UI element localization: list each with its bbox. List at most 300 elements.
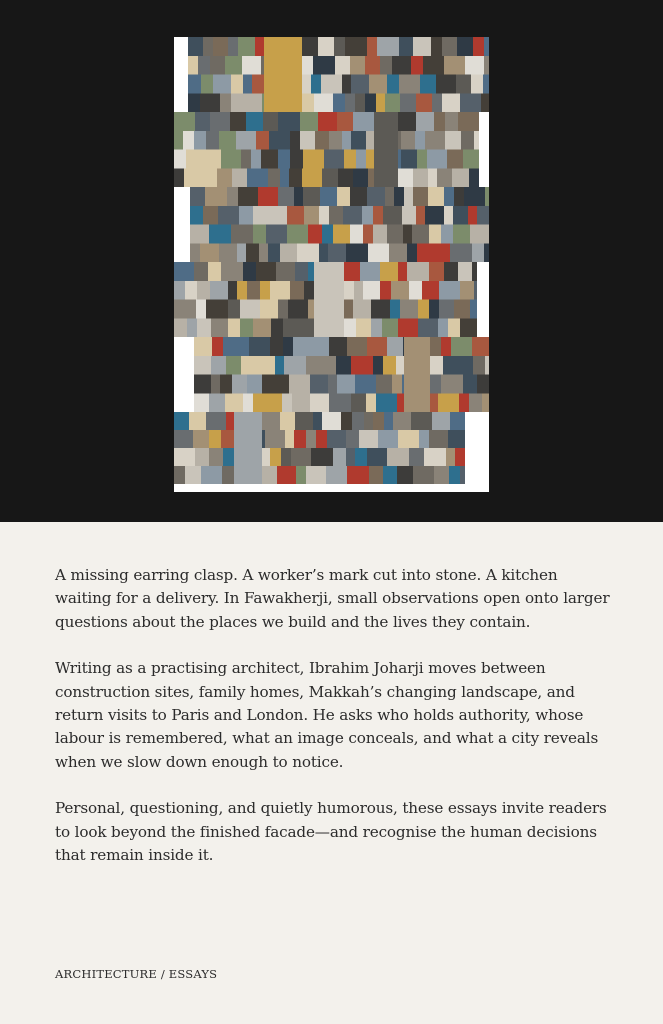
collage-photo-tile: [329, 131, 342, 150]
collage-photo-tile: [367, 448, 387, 466]
collage-photo-tile: [399, 75, 410, 94]
collage-photo-tile: [445, 112, 458, 131]
collage-photo-tile: [413, 168, 428, 187]
collage-photo-tile: [240, 318, 253, 337]
collage-photo-tile: [409, 281, 422, 300]
collage-photo-tile: [195, 448, 209, 466]
collage-photo-tile: [385, 93, 400, 112]
collage-photo-tile: [268, 243, 280, 262]
collage-photo-tile: [484, 243, 489, 262]
collage-photo-tile: [292, 393, 310, 412]
collage-photo-tile: [391, 281, 409, 300]
collage-photo-tile: [346, 448, 355, 466]
collage-photo-tile: [284, 356, 306, 375]
collage-photo-tile: [411, 412, 432, 430]
collage-photo-tile: [472, 243, 484, 262]
collage-photo-tile: [315, 131, 329, 150]
collage-photo-tile: [196, 300, 206, 319]
collage-photo-tile: [270, 448, 281, 466]
collage-photo-tile: [444, 187, 454, 206]
collage-photo-tile: [424, 448, 446, 466]
collage-photo-tile: [400, 300, 418, 319]
collage-photo-tile: [211, 375, 220, 394]
collage-photo-tile: [278, 187, 294, 206]
collage-photo-tile: [208, 262, 221, 281]
collage-photo-tile: [236, 131, 256, 150]
collage-photo-tile: [243, 75, 252, 94]
collage-photo-tile: [445, 131, 461, 150]
collage-photo-tile: [193, 430, 209, 448]
collage-photo-tile: [337, 112, 353, 131]
collage-photo-tile: [268, 206, 287, 225]
collage-photo-tile: [190, 206, 203, 225]
collage-photo-tile: [432, 412, 450, 430]
collage-photo-tile: [418, 300, 429, 319]
collage-photo-tile: [461, 131, 474, 150]
collage-photo-tile: [194, 375, 211, 394]
collage-photo-tile: [256, 262, 276, 281]
collage-photo-tile: [380, 262, 398, 281]
collage-photo-tile: [253, 393, 273, 412]
collage-photo-tile: [413, 187, 428, 206]
collage-photo-tile: [219, 131, 236, 150]
collage-photo-tile: [301, 93, 314, 112]
collage-photo-tile: [186, 150, 207, 169]
collage-photo-tile: [263, 112, 278, 131]
collage-photo-tile: [350, 225, 363, 244]
collage-photo-tile: [442, 37, 457, 56]
collage-photo-tile: [346, 243, 368, 262]
collage-photo-tile: [242, 56, 261, 75]
collage-photo-tile: [347, 337, 367, 356]
collage-photo-tile: [382, 318, 398, 337]
collage-photo-tile: [369, 466, 383, 484]
collage-photo-tile: [197, 281, 210, 300]
collage-photo-tile: [190, 243, 200, 262]
collage-photo-tile: [293, 337, 310, 356]
collage-photo-tile: [174, 448, 195, 466]
collage-photo-tile: [240, 300, 260, 319]
collage-photo-tile: [409, 448, 424, 466]
collage-photo-tile: [265, 430, 285, 448]
collage-photo-tile: [365, 93, 376, 112]
collage-photo-tile: [392, 56, 411, 75]
collage-photo-tile: [459, 393, 469, 412]
collage-photo-tile: [174, 300, 196, 319]
collage-photo-tile: [223, 337, 232, 356]
collage-photo-tile: [189, 412, 206, 430]
collage-photo-tile: [174, 150, 186, 169]
collage-photo-tile: [280, 168, 289, 187]
collage-photo-tile: [303, 187, 320, 206]
collage-photo-tile: [197, 318, 211, 337]
collage-photo-tile: [444, 206, 453, 225]
collage-photo-tile: [436, 75, 456, 94]
collage-photo-tile: [450, 243, 472, 262]
collage-photo-tile: [287, 206, 304, 225]
blurb-paragraph-3: Personal, questioning, and quietly humorous, these essays invite readers to look beyond the finished facade—and recognise the human decisions that remain inside it.: [55, 799, 607, 865]
collage-photo-tile: [353, 112, 374, 131]
collage-photo-tile: [455, 356, 473, 375]
collage-photo-tile: [328, 243, 346, 262]
collage-photo-tile: [277, 466, 296, 484]
collage-photo-tile: [188, 37, 203, 56]
collage-photo-tile: [264, 37, 302, 112]
collage-photo-tile: [221, 262, 243, 281]
collage-photo-tile: [371, 300, 390, 319]
collage-photo-tile: [288, 300, 308, 319]
collage-photo-tile: [268, 168, 280, 187]
collage-photo-tile: [398, 430, 419, 448]
collage-photo-tile: [243, 393, 253, 412]
collage-photo-tile: [458, 112, 479, 131]
collage-photo-tile: [217, 168, 232, 187]
collage-photo-tile: [434, 466, 449, 484]
collage-photo-tile: [220, 93, 231, 112]
collage-photo-tile: [271, 318, 283, 337]
collage-photo-tile: [437, 168, 452, 187]
collage-photo-tile: [458, 262, 472, 281]
collage-photo-tile: [428, 187, 444, 206]
collage-photo-tile: [429, 430, 448, 448]
collage-photo-tile: [270, 281, 290, 300]
collage-photo-tile: [413, 466, 434, 484]
collage-photo-tile: [441, 375, 463, 394]
collage-photo-tile: [174, 412, 189, 430]
collage-photo-tile: [231, 75, 243, 94]
collage-photo-tile: [289, 168, 302, 187]
collage-photo-tile: [228, 318, 240, 337]
collage-photo-tile: [453, 225, 470, 244]
collage-photo-tile: [373, 356, 383, 375]
collage-photo-tile: [210, 112, 230, 131]
collage-photo-tile: [248, 93, 262, 112]
blurb-paragraph-2: Writing as a practising architect, Ibrahim Joharji moves between construction sites, family homes, Makkah’s changing landscape, and return visits to Paris and London. He asks who holds authority, whose labour is remembered, what an image conceals, and what a city reveals when we slow down enough to notice.: [55, 659, 599, 771]
collage-photo-tile: [468, 206, 477, 225]
collage-photo-tile: [205, 187, 227, 206]
collage-photo-tile: [439, 300, 454, 319]
collage-photo-tile: [474, 281, 477, 300]
collage-photo-tile: [384, 412, 393, 430]
collage-photo-tile: [389, 243, 407, 262]
collage-photo-tile: [187, 318, 197, 337]
collage-photo-tile: [184, 168, 198, 187]
collage-photo-tile: [342, 131, 351, 150]
collage-photo-tile: [206, 300, 228, 319]
collage-photo-tile: [174, 262, 194, 281]
collage-photo-tile: [190, 187, 205, 206]
collage-photo-tile: [183, 131, 194, 150]
collage-photo-tile: [425, 131, 445, 150]
collage-photo-tile: [322, 168, 338, 187]
collage-photo-tile: [188, 75, 201, 94]
collage-photo-tile: [475, 187, 485, 206]
collage-photo-tile: [290, 131, 300, 150]
collage-photo-tile: [429, 225, 441, 244]
collage-photo-tile: [213, 37, 228, 56]
collage-photo-tile: [260, 300, 278, 319]
collage-photo-tile: [392, 375, 402, 394]
collage-photo-tile: [376, 375, 392, 394]
collage-photo-tile: [383, 356, 396, 375]
collage-photo-tile: [398, 262, 407, 281]
collage-photo-tile: [258, 187, 278, 206]
collage-photo-tile: [427, 150, 447, 169]
collage-photo-tile: [253, 225, 266, 244]
collage-photo-tile: [453, 206, 468, 225]
collage-photo-tile: [200, 243, 219, 262]
collage-photo-tile: [335, 56, 350, 75]
collage-photo-tile: [387, 337, 403, 356]
collage-photo-tile: [231, 225, 253, 244]
collage-photo-tile: [387, 448, 409, 466]
collage-photo-tile: [377, 37, 399, 56]
collage-photo-tile: [174, 466, 185, 484]
collage-photo-tile: [260, 281, 270, 300]
collage-photo-tile: [253, 318, 271, 337]
collage-photo-tile: [460, 466, 465, 484]
collage-photo-tile: [256, 356, 275, 375]
collage-photo-tile: [454, 300, 470, 319]
collage-photo-tile: [280, 243, 297, 262]
collage-photo-tile: [419, 430, 429, 448]
collage-photo-tile: [473, 356, 485, 375]
collage-photo-tile: [425, 206, 444, 225]
collage-photo-tile: [428, 168, 437, 187]
collage-photo-tile: [259, 243, 268, 262]
collage-photo-tile: [174, 168, 184, 187]
collage-photo-tile: [355, 448, 367, 466]
collage-photo-tile: [337, 375, 355, 394]
collage-photo-tile: [190, 225, 209, 244]
collage-photo-tile: [460, 93, 481, 112]
collage-photo-tile: [306, 430, 316, 448]
collage-photo-tile: [477, 206, 489, 225]
collage-photo-tile: [456, 75, 471, 94]
collage-photo-tile: [194, 337, 212, 356]
collage-photo-tile: [353, 300, 371, 319]
collage-photo-tile: [364, 412, 373, 430]
collage-photo-tile: [363, 281, 380, 300]
collage-photo-tile: [351, 131, 366, 150]
collage-photo-tile: [304, 206, 319, 225]
collage-photo-tile: [438, 318, 448, 337]
blurb: [55, 564, 615, 890]
blurb-paragraph-1: A missing earring clasp. A worker’s mark cut into stone. A kitchen waiting for a delivery. In Fawakherji, small observations open onto larger questions about the places we build and the lives they contain.: [55, 566, 610, 631]
collage-photo-tile: [485, 187, 489, 206]
collage-photo-tile: [333, 448, 346, 466]
collage-photo-tile: [383, 466, 397, 484]
photo-collage-icon: [174, 37, 489, 492]
collage-photo-tile: [209, 448, 223, 466]
collage-photo-tile: [246, 243, 259, 262]
collage-photo-tile: [253, 206, 268, 225]
collage-photo-tile: [194, 393, 209, 412]
collage-photo-tile: [303, 150, 324, 169]
collage-photo-tile: [398, 318, 418, 337]
collage-photo-tile: [234, 412, 262, 484]
collage-photo-tile: [416, 112, 434, 131]
collage-photo-tile: [188, 93, 200, 112]
collage-photo-tile: [280, 412, 295, 430]
collage-photo-tile: [394, 187, 404, 206]
collage-photo-tile: [232, 337, 249, 356]
collage-photo-tile: [329, 206, 343, 225]
collage-photo-tile: [273, 393, 282, 412]
collage-photo-tile: [306, 356, 316, 375]
collage-photo-tile: [376, 393, 397, 412]
collage-photo-tile: [174, 281, 185, 300]
collage-photo-tile: [295, 412, 313, 430]
collage-photo-tile: [338, 168, 353, 187]
collage-photo-tile: [269, 131, 290, 150]
collage-photo-tile: [404, 337, 430, 412]
collage-photo-tile: [209, 393, 225, 412]
collage-photo-tile: [416, 206, 425, 225]
collage-photo-tile: [352, 412, 364, 430]
collage-photo-tile: [310, 337, 329, 356]
collage-photo-tile: [210, 281, 228, 300]
collage-photo-tile: [463, 150, 479, 169]
collage-photo-tile: [367, 337, 387, 356]
collage-photo-tile: [410, 75, 420, 94]
collage-photo-tile: [201, 466, 222, 484]
collage-photo-tile: [402, 206, 416, 225]
collage-photo-tile: [212, 337, 223, 356]
collage-photo-tile: [314, 262, 344, 337]
collage-photo-tile: [285, 430, 294, 448]
collage-photo-tile: [432, 93, 442, 112]
collage-photo-tile: [444, 56, 465, 75]
collage-photo-tile: [333, 93, 345, 112]
collage-photo-tile: [291, 448, 311, 466]
collage-photo-tile: [463, 375, 477, 394]
collage-photo-tile: [345, 37, 367, 56]
collage-photo-tile: [194, 131, 206, 150]
collage-photo-tile: [256, 131, 269, 150]
collage-photo-tile: [241, 356, 256, 375]
collage-photo-tile: [459, 430, 465, 448]
collage-photo-tile: [337, 187, 350, 206]
collage-photo-tile: [380, 56, 392, 75]
collage-photo-tile: [218, 206, 239, 225]
collage-photo-tile: [261, 150, 278, 169]
collage-photo-tile: [232, 375, 247, 394]
collage-photo-tile: [404, 187, 413, 206]
collage-photo-tile: [448, 430, 459, 448]
collage-photo-tile: [383, 206, 402, 225]
collage-photo-tile: [447, 150, 463, 169]
collage-photo-tile: [351, 356, 373, 375]
collage-photo-tile: [356, 150, 366, 169]
collage-photo-tile: [247, 375, 262, 394]
collage-photo-tile: [251, 150, 261, 169]
collage-photo-tile: [469, 168, 479, 187]
collage-photo-tile: [444, 262, 458, 281]
collage-photo-tile: [220, 375, 232, 394]
collage-photo-tile: [367, 187, 385, 206]
collage-photo-tile: [261, 448, 270, 466]
collage-photo-tile: [249, 337, 270, 356]
collage-photo-tile: [412, 225, 429, 244]
collage-photo-tile: [484, 56, 489, 75]
collage-photo-tile: [318, 37, 334, 56]
collage-photo-tile: [373, 412, 384, 430]
collage-photo-tile: [228, 281, 237, 300]
collage-photo-tile: [441, 225, 453, 244]
collage-photo-tile: [354, 281, 363, 300]
collage-photo-tile: [319, 243, 328, 262]
collage-photo-tile: [442, 93, 460, 112]
collage-photo-tile: [211, 318, 228, 337]
collage-photo-tile: [306, 466, 326, 484]
collage-photo-tile: [401, 131, 415, 150]
collage-photo-tile: [464, 187, 475, 206]
collage-photo-tile: [477, 375, 489, 394]
collage-photo-tile: [345, 93, 355, 112]
collage-photo-tile: [314, 93, 333, 112]
collage-photo-tile: [390, 300, 400, 319]
collage-photo-tile: [209, 430, 221, 448]
collage-photo-tile: [313, 56, 335, 75]
collage-photo-tile: [300, 112, 318, 131]
collage-photo-tile: [403, 225, 412, 244]
collage-photo-tile: [308, 225, 322, 244]
collage-photo-tile: [203, 206, 218, 225]
collage-photo-tile: [448, 318, 460, 337]
collage-photo-tile: [401, 150, 417, 169]
collage-photo-tile: [329, 393, 351, 412]
collage-photo-tile: [387, 75, 399, 94]
collage-photo-tile: [200, 93, 220, 112]
collage-photo-tile: [353, 168, 368, 187]
collage-photo-tile: [473, 37, 484, 56]
collage-photo-tile: [320, 187, 337, 206]
collage-photo-tile: [316, 356, 336, 375]
collage-photo-tile: [446, 448, 455, 466]
collage-photo-tile: [201, 75, 213, 94]
collage-photo-tile: [247, 281, 260, 300]
collage-photo-tile: [417, 243, 433, 262]
collage-photo-tile: [333, 225, 350, 244]
collage-photo-tile: [385, 187, 394, 206]
collage-photo-tile: [393, 412, 411, 430]
collage-photo-tile: [483, 75, 489, 94]
collage-photo-tile: [203, 37, 213, 56]
collage-photo-tile: [227, 187, 238, 206]
collage-photo-tile: [460, 281, 474, 300]
collage-photo-tile: [327, 430, 346, 448]
collage-photo-tile: [198, 168, 217, 187]
collage-photo-tile: [174, 318, 187, 337]
collage-photo-tile: [270, 337, 283, 356]
collage-photo-tile: [371, 318, 382, 337]
collage-photo-tile: [230, 112, 246, 131]
collage-photo-tile: [313, 412, 322, 430]
collage-photo-tile: [355, 93, 365, 112]
collage-photo-tile: [346, 430, 359, 448]
collage-photo-tile: [237, 243, 246, 262]
collage-photo-tile: [484, 37, 489, 56]
collage-photo-tile: [450, 412, 465, 430]
collage-photo-tile: [174, 430, 193, 448]
collage-photo-tile: [209, 225, 231, 244]
collage-photo-tile: [310, 375, 328, 394]
collage-photo-tile: [297, 243, 309, 262]
collage-photo-tile: [207, 150, 221, 169]
collage-photo-tile: [321, 75, 342, 94]
collage-photo-tile: [360, 262, 380, 281]
